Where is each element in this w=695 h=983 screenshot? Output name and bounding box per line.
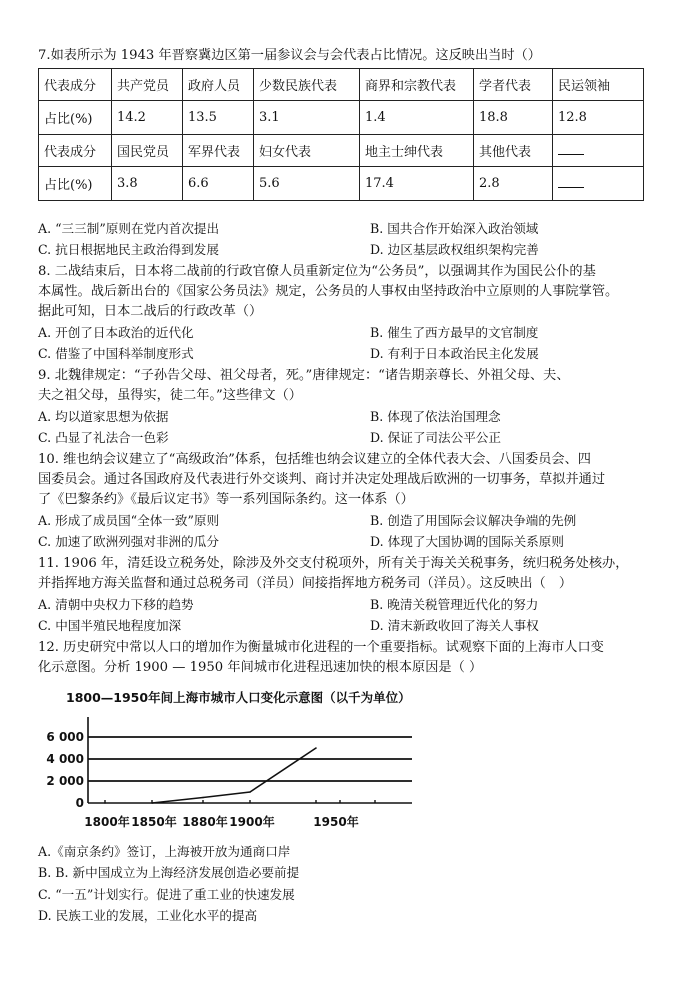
answer-blank xyxy=(558,175,584,188)
y-tick-label: 2 000 xyxy=(46,774,84,788)
option-a: A. 开创了日本政治的近代化 xyxy=(38,325,194,340)
option-b: B. 晚清关税管理近代化的努力 xyxy=(370,597,539,612)
answer-blank xyxy=(558,142,584,155)
data-point xyxy=(104,802,106,804)
q7-table xyxy=(38,68,644,201)
option-a: A. 形成了成员国“全体一致”原则 xyxy=(38,513,220,528)
population-line-chart xyxy=(0,700,695,835)
option-b: B. 国共合作开始深入政治领域 xyxy=(370,221,539,236)
q8-stem-line: 本属性。战后新出台的《国家公务员法》规定，公务员的人事权由坚持政治中立原则的人事院掌管。 xyxy=(38,284,619,299)
table-cell: 学者代表 xyxy=(474,69,553,101)
table-cell: 18.8 xyxy=(474,101,553,135)
table-cell: 国民党员 xyxy=(112,135,183,167)
data-point xyxy=(202,797,204,799)
table-cell: 军界代表 xyxy=(183,135,254,167)
option-a: A. 均以道家思想为依据 xyxy=(38,409,169,424)
data-point xyxy=(315,747,317,749)
table-cell: 占比(%) xyxy=(39,167,112,201)
table-cell: 5.6 xyxy=(254,167,360,201)
option-a: A. 清朝中央权力下移的趋势 xyxy=(38,597,194,612)
table-cell: 3.1 xyxy=(254,101,360,135)
q9-stem-line: 夫之祖父母，虽得实，徒二年。”这些律文（） xyxy=(38,388,302,403)
option-c: C. 抗日根据地民主政治得到发展 xyxy=(38,242,219,257)
option-d: D. 体现了大国协调的国际关系原则 xyxy=(370,534,564,549)
table-cell: 占比(%) xyxy=(39,101,112,135)
table-cell: 17.4 xyxy=(360,167,474,201)
option-c: C. 凸显了礼法合一色彩 xyxy=(38,430,169,445)
data-point xyxy=(151,802,153,804)
table-cell: 3.8 xyxy=(112,167,183,201)
q9-stem-line: 9. 北魏律规定：“子孙告父母、祖父母者，死。”唐律规定：“诸告期亲尊长、外祖父母、夫、 xyxy=(38,368,570,383)
series-line xyxy=(152,748,316,803)
q8-stem-line: 8. 二战结束后，日本将二战前的行政官僚人员重新定位为“公务员”，以强调其作为国民公仆的基 xyxy=(38,264,596,279)
table-cell: 其他代表 xyxy=(474,135,553,167)
table-cell: 12.8 xyxy=(553,101,644,135)
x-tick-label: 1880年 xyxy=(182,815,228,829)
option-d: D. 保证了司法公平公正 xyxy=(370,430,501,445)
data-point xyxy=(249,791,251,793)
option-d: D. 有利于日本政治民主化发展 xyxy=(370,346,539,361)
y-tick-label: 6 000 xyxy=(46,730,84,744)
y-tick-label: 0 xyxy=(75,796,84,810)
q10-stem-line: 了《巴黎条约》《最后议定书》等一系列国际条约。这一体系（） xyxy=(38,492,414,507)
option-d: D. 清末新政收回了海关人事权 xyxy=(370,618,539,633)
table-cell-blank xyxy=(553,167,644,201)
q10-stem-line: 10. 维也纳会议建立了“高级政治”体系，包括维也纳会议建立的全体代表大会、八国委员会、四 xyxy=(38,452,591,467)
q11-stem-line: 11. 1906 年，清廷设立税务处，除涉及外交支付税项外，所有关于海关关税事务，统归税务处核办， xyxy=(38,556,629,571)
x-tick-label: 1800年 xyxy=(84,815,130,829)
option-c: C. 加速了欧洲列强对非洲的瓜分 xyxy=(38,534,219,549)
q12-stem-line: 化示意图。分析 1900 — 1950 年间城市化进程迅速加快的根本原因是（ ） xyxy=(38,660,483,675)
table-cell: 代表成分 xyxy=(39,135,112,167)
option-a: A.《南京条约》签订，上海被开放为通商口岸 xyxy=(38,844,291,859)
table-cell: 1.4 xyxy=(360,101,474,135)
table-cell: 民运领袖 xyxy=(553,69,644,101)
table-cell: 2.8 xyxy=(474,167,553,201)
table-cell-blank xyxy=(553,135,644,167)
option-c: C. 借鉴了中国科举制度形式 xyxy=(38,346,194,361)
option-a: A. “三三制”原则在党内首次提出 xyxy=(38,221,220,236)
table-cell: 共产党员 xyxy=(112,69,183,101)
chart-title: 1800—1950年间上海市城市人口变化示意图（以千为单位） xyxy=(66,690,411,705)
y-tick-label: 4 000 xyxy=(46,752,84,766)
option-b: B. 催生了西方最早的文官制度 xyxy=(370,325,539,340)
table-cell: 商界和宗教代表 xyxy=(360,69,474,101)
q10-stem-line: 国委员会。通过各国政府及代表进行外交谈判、商讨并决定处理战后欧洲的一切事务，草拟并通过 xyxy=(38,472,606,487)
q8-stem-line: 据此可知，日本二战后的行政改革（） xyxy=(38,304,263,319)
table-cell: 妇女代表 xyxy=(254,135,360,167)
table-cell: 6.6 xyxy=(183,167,254,201)
option-d: D. 边区基层政权组织架构完善 xyxy=(370,242,539,257)
option-b: B. B. 新中国成立为上海经济发展创造必要前提 xyxy=(38,865,300,880)
x-tick-label: 1950年 xyxy=(313,815,359,829)
q11-stem-line: 并指挥地方海关监督和通过总税务司（洋员）间接指挥地方税务司（洋员）。这反映出（ ） xyxy=(38,576,573,591)
table-cell: 政府人员 xyxy=(183,69,254,101)
option-c: C. 中国半殖民地程度加深 xyxy=(38,618,182,633)
table-cell: 地主士绅代表 xyxy=(360,135,474,167)
table-cell: 14.2 xyxy=(112,101,183,135)
q7-stem: 7.如表所示为 1943 年晋察冀边区第一届参议会与会代表占比情况。这反映出当时（） xyxy=(38,48,541,63)
option-b: B. 体现了依法治国理念 xyxy=(370,409,501,424)
table-cell: 代表成分 xyxy=(39,69,112,101)
option-b: B. 创造了用国际会议解决争端的先例 xyxy=(370,513,577,528)
table-cell: 13.5 xyxy=(183,101,254,135)
option-c: C. “一五”计划实行。促进了重工业的快速发展 xyxy=(38,887,295,902)
x-tick-label: 1900年 xyxy=(229,815,275,829)
table-cell: 少数民族代表 xyxy=(254,69,360,101)
x-tick-label: 1850年 xyxy=(131,815,177,829)
option-d: D. 民族工业的发展，工业化水平的提高 xyxy=(38,908,258,923)
q12-stem-line: 12. 历史研究中常以人口的增加作为衡量城市化进程的一个重要指标。试观察下面的上海市人口变 xyxy=(38,640,604,655)
